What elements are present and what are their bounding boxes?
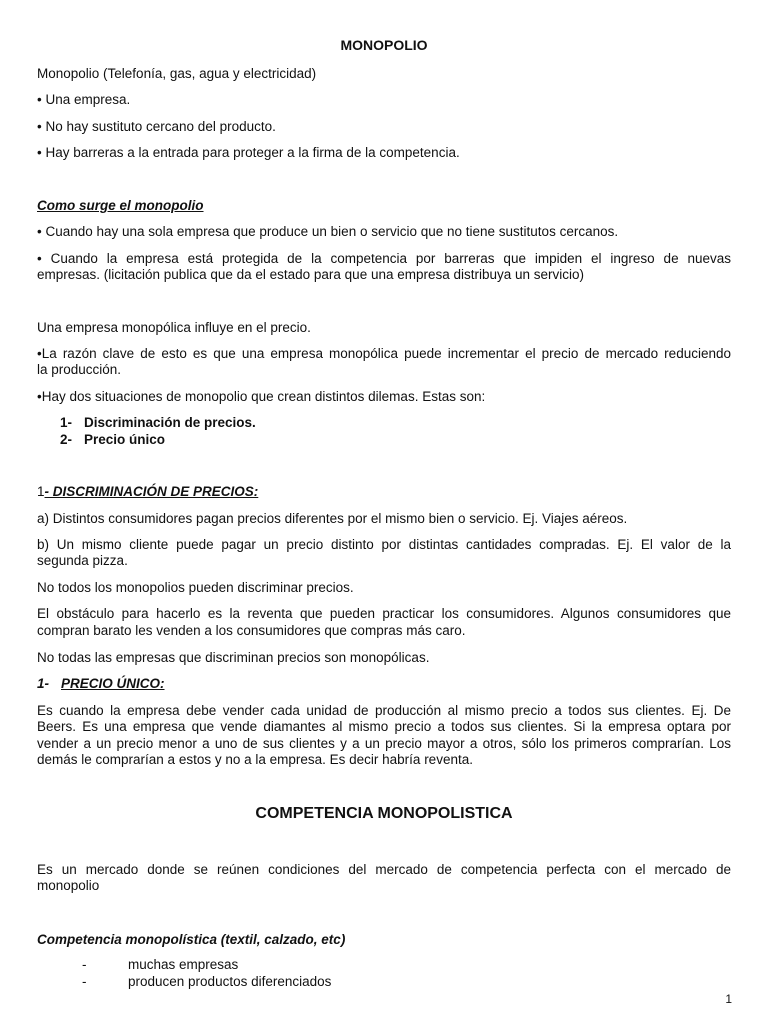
intro-line: Monopolio (Telefonía, gas, agua y electricidad)	[37, 66, 317, 81]
paragraph: No todos los monopolios pueden discriminar precios.	[37, 580, 354, 595]
item-text: producen productos diferenciados	[128, 974, 332, 989]
heading-text: PRECIO ÚNICO:	[61, 676, 165, 691]
section-heading	[37, 676, 731, 692]
item-number: 1-	[60, 415, 73, 430]
surge-bullet: • Cuando la empresa está protegida de la competencia por barreras que impiden el ingreso de nuevas	[37, 251, 731, 266]
heading-text: - DISCRIMINACIÓN DE PRECIOS:	[44, 484, 259, 499]
surge-bullet: • Cuando hay una sola empresa que produce un bien o servicio que no tiene sustitutos cercanos.	[37, 224, 619, 239]
paragraph: El obstáculo para hacerlo es la reventa que pueden practicar los consumidores. Algunos consumidores que	[37, 606, 731, 621]
section-title: COMPETENCIA MONOPOLISTICA	[255, 805, 513, 822]
paragraph: vender a un precio menor a uno de sus clientes y a un precio mayor a otros, sólo los primeros comprarían. Los	[37, 736, 731, 751]
item-text: muchas empresas	[128, 957, 239, 972]
item-text: Precio único	[84, 432, 166, 447]
section-heading: Competencia monopolística (textil, calzado, etc)	[37, 932, 346, 947]
section-heading	[37, 484, 731, 500]
paragraph: demás le comprarían a estos y no a la empresa. Es decir habría reventa.	[37, 752, 473, 767]
paragraph: a) Distintos consumidores pagan precios diferentes por el mismo bien o servicio. Ej. Viajes aéreos.	[37, 511, 628, 526]
paragraph: No todas las empresas que discriminan precios son monopólicas.	[37, 650, 430, 665]
paragraph: Beers. Es una empresa que vende diamantes al mismo precio a todos sus clientes. Si la empresa optara por	[37, 719, 731, 734]
dash-list-item	[82, 974, 731, 990]
heading-number: 1	[37, 484, 45, 499]
paragraph-continued: segunda pizza.	[37, 553, 128, 568]
paragraph: Es un mercado donde se reúnen condiciones del mercado de competencia perfecta con el mercado de	[37, 862, 731, 877]
heading-number: 1-	[37, 676, 50, 691]
paragraph-continued: compran barato les venden a los consumidores que compras más caro.	[37, 623, 466, 638]
paragraph-continued: monopolio	[37, 878, 100, 893]
dash-marker: -	[82, 957, 87, 972]
numbered-item	[60, 432, 731, 448]
item-number: 2-	[60, 432, 73, 447]
intro-bullet: • Una empresa.	[37, 92, 131, 107]
page-number: 1	[725, 992, 732, 1006]
item-text: Discriminación de precios.	[84, 415, 256, 430]
numbered-item	[60, 415, 731, 431]
intro-bullet: • No hay sustituto cercano del producto.	[37, 119, 276, 134]
paragraph: Una empresa monopólica influye en el precio.	[37, 320, 311, 335]
dash-list-item	[82, 957, 731, 973]
section-heading: Como surge el monopolio	[37, 198, 204, 213]
intro-bullet: • Hay barreras a la entrada para proteger a la firma de la competencia.	[37, 145, 460, 160]
paragraph: b) Un mismo cliente puede pagar un precio distinto por distintas cantidades compradas. Ej. El valor de la	[37, 537, 731, 552]
paragraph: •Hay dos situaciones de monopolio que crean distintos dilemas. Estas son:	[37, 389, 486, 404]
dash-marker: -	[82, 974, 87, 989]
page-title: MONOPOLIO	[340, 37, 428, 53]
paragraph: Es cuando la empresa debe vender cada unidad de producción al mismo precio a todos sus clientes. Ej. De	[37, 703, 731, 718]
paragraph: •La razón clave de esto es que una empresa monopólica puede incrementar el precio de mercado reduciendo	[37, 346, 731, 361]
surge-bullet-continued: empresas. (licitación publica que da el estado para que una empresa distribuya un servicio)	[37, 267, 585, 282]
paragraph-continued: la producción.	[37, 362, 122, 377]
